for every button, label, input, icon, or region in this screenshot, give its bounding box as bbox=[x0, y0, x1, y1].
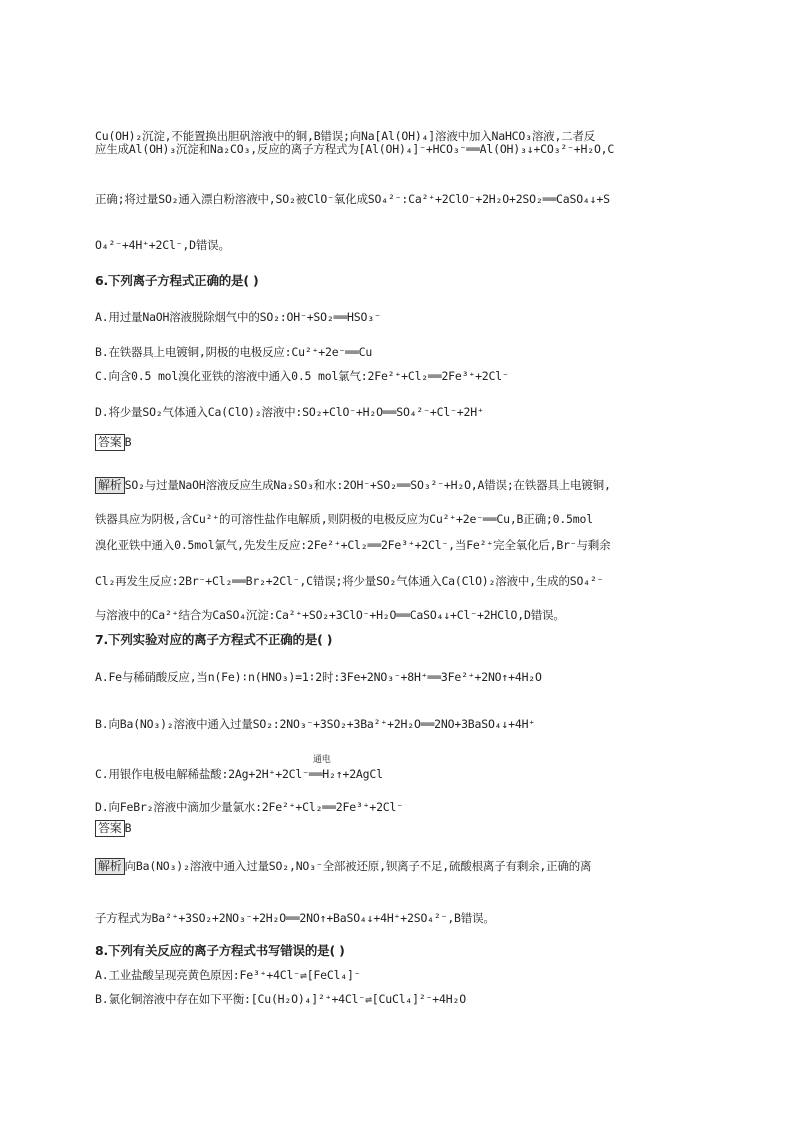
answer-value: B bbox=[124, 435, 132, 449]
electrolysis-condition: 通电 bbox=[313, 755, 331, 765]
q6-option-a: A.用过量NaOH溶液脱除烟气中的SO₂:OH⁻+SO₂══HSO₃⁻ bbox=[95, 310, 381, 324]
q7-option-b: B.向Ba(NO₃)₂溶液中通入过量SO₂:2NO₃⁻+3SO₂+3Ba²⁺+2H₂O══2NO+3BaSO₄↓+4H⁺ bbox=[95, 717, 536, 731]
q7-option-c: C.用银作电极电解稀盐酸:2Ag+2H⁺+2Cl⁻══H₂↑+2AgCl bbox=[95, 767, 383, 781]
q6-analysis-line bbox=[95, 477, 611, 494]
q7-option-d: D.向FeBr₂溶液中滴加少量氯水:2Fe²⁺+Cl₂══2Fe³⁺+2Cl⁻ bbox=[95, 800, 403, 814]
answer-value: B bbox=[124, 821, 132, 835]
q8-option-a: A.工业盐酸呈现亮黄色原因:Fe³⁺+4Cl⁻⇌[FeCl₄]⁻ bbox=[95, 968, 361, 982]
q6-option-d: D.将少量SO₂气体通入Ca(ClO)₂溶液中:SO₂+ClO⁻+H₂O══SO₄²⁻+Cl⁻+2H⁺ bbox=[95, 405, 484, 419]
text-line: 正确;将过量SO₂通入漂白粉溶液中,SO₂被ClO⁻氧化成SO₄²⁻:Ca²⁺+2ClO⁻+2H₂O+2SO₂══CaSO₄↓+S bbox=[95, 192, 610, 206]
question-8-title: 8.下列有关反应的离子方程式书写错误的是( ) bbox=[95, 943, 345, 958]
q7-analysis-line bbox=[95, 858, 591, 875]
analysis-text: 向Ba(NO₃)₂溶液中通入过量SO₂,NO₃⁻全部被还原,钡离子不足,硫酸根离子有剩余,正确的离 bbox=[124, 859, 592, 873]
answer-label: 答案 bbox=[95, 434, 125, 451]
q7-option-a: A.Fe与稀硝酸反应,当n(Fe)∶n(HNO₃)=1∶2时:3Fe+2NO₃⁻+8H⁺══3Fe²⁺+2NO↑+4H₂O bbox=[95, 670, 542, 684]
q8-option-b: B.氯化铜溶液中存在如下平衡:[Cu(H₂O)₄]²⁺+4Cl⁻⇌[CuCl₄]²⁻+4H₂O bbox=[95, 992, 466, 1006]
question-6-title: 6.下列离子方程式正确的是( ) bbox=[95, 273, 259, 288]
question-7-title: 7.下列实验对应的离子方程式不正确的是( ) bbox=[95, 632, 333, 647]
analysis-label: 解析 bbox=[95, 858, 125, 875]
q6-analysis-line: 铁器具应为阴极,含Cu²⁺的可溶性盐作电解质,则阴极的电极反应为Cu²⁺+2e⁻══Cu,B正确;0.5mol bbox=[95, 512, 593, 526]
text-line: O₄²⁻+4H⁺+2Cl⁻,D错误。 bbox=[95, 238, 230, 252]
q6-option-c: C.向含0.5 mol溴化亚铁的溶液中通入0.5 mol氯气:2Fe²⁺+Cl₂══2Fe³⁺+2Cl⁻ bbox=[95, 369, 509, 383]
analysis-label: 解析 bbox=[95, 477, 125, 494]
text-line: 应生成Al(OH)₃沉淀和Na₂CO₃,反应的离子方程式为[Al(OH)₄]⁻+HCO₃⁻══Al(OH)₃↓+CO₃²⁻+H₂O,C bbox=[95, 142, 615, 156]
q6-analysis-line: 溴化亚铁中通入0.5mol氯气,先发生反应:2Fe²⁺+Cl₂══2Fe³⁺+2Cl⁻,当Fe²⁺完全氧化后,Br⁻与剩余 bbox=[95, 538, 611, 552]
q6-option-b: B.在铁器具上电镀铜,阴极的电极反应:Cu²⁺+2e⁻══Cu bbox=[95, 345, 373, 359]
q7-answer bbox=[95, 820, 131, 837]
answer-label: 答案 bbox=[95, 820, 125, 837]
q6-analysis-line: 与溶液中的Ca²⁺结合为CaSO₄沉淀:Ca²⁺+SO₂+3ClO⁻+H₂O══CaSO₄↓+Cl⁻+2HClO,D错误。 bbox=[95, 608, 565, 622]
q7-analysis-line: 子方程式为Ba²⁺+3SO₂+2NO₃⁻+2H₂O══2NO↑+BaSO₄↓+4H⁺+2SO₄²⁻,B错误。 bbox=[95, 911, 495, 925]
text-line: Cu(OH)₂沉淀,不能置换出胆矾溶液中的铜,B错误;向Na[Al(OH)₄]溶液中加入NaHCO₃溶液,二者反 bbox=[95, 129, 596, 143]
analysis-text: SO₂与过量NaOH溶液反应生成Na₂SO₃和水:2OH⁻+SO₂══SO₃²⁻+H₂O,A错误;在铁器具上电镀铜, bbox=[124, 478, 611, 492]
q6-analysis-line: Cl₂再发生反应:2Br⁻+Cl₂══Br₂+2Cl⁻,C错误;将少量SO₂气体通入Ca(ClO)₂溶液中,生成的SO₄²⁻ bbox=[95, 574, 604, 588]
q6-answer bbox=[95, 434, 131, 451]
